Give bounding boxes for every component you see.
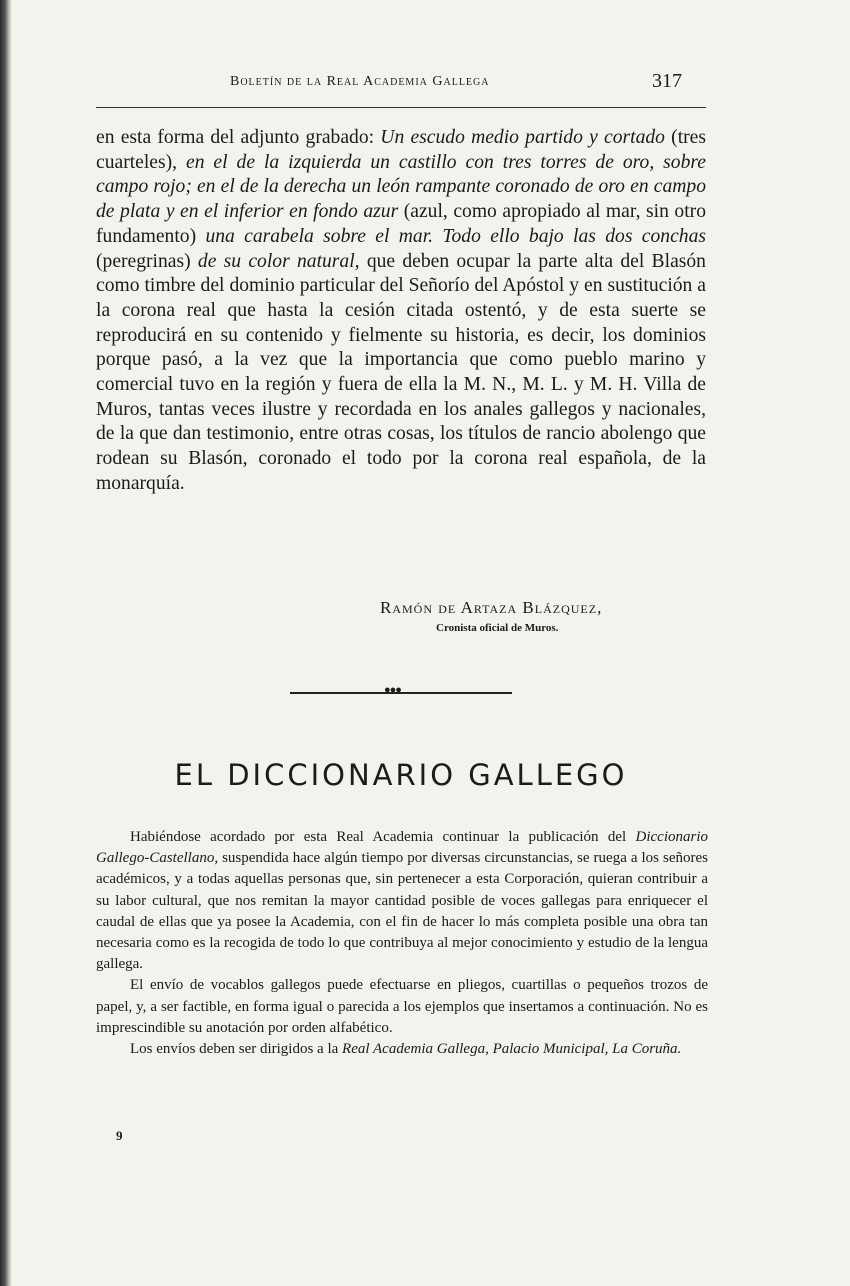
text-run: (tres cuarteles), [96,127,706,173]
folio-number: 9 [116,1128,123,1143]
running-header [230,70,682,98]
text-run: suspendida hace algún tiempo por diversas circunstancias, se ruega a los señores académicos, y a todas aquellas personas que, sin pertenecer a esta Corporación, quieran contribuir a su labor cultural, que nos remitan la mayor cantidad posible de voces gallegas para enriquecer el caudal de ellas que ya posee la Academia, con el fin de hacer lo más completa posible una obra tan necesaria como es la recogida de todo lo que contribuya al mejor conocimiento y estudio de la lengua gallega. [96,850,708,973]
italic-text: Real Academia Gallega, Palacio Municipal, La Coruña. [342,1041,682,1058]
author-signature: Ramón de Artaza Blázquez, [380,598,603,617]
italic-text: una carabela sobre el mar. Todo ello bajo las dos conchas [205,225,706,247]
article-paragraph [96,126,706,497]
page-number: 317 [652,70,682,92]
article-paragraph [96,827,708,975]
article-paragraph [96,975,708,1039]
separator-ornament: ●●● [384,684,401,696]
text-run: Habiéndose acordado por esta Real Academia continuar la publicación del [130,829,636,845]
section-title: EL DICCIONARIO GALLEGO [174,758,628,792]
section-separator [290,692,512,694]
header-title: Boletín de la Real Academia Gallega [230,74,490,89]
text-run: Los envíos deben ser dirigidos a la [130,1041,343,1058]
text-run: en esta forma del adjunto grabado: [96,127,381,148]
italic-text: Un escudo medio partido y cortado [380,127,665,148]
italic-text: de su color natural, [197,250,360,272]
author-role: Cronista oficial de Muros. [436,622,559,634]
text-run: El envío de vocablos gallegos puede efectuarse en pliegos, cuartillas o pequeños trozos de papel, y, a ser factible, en forma igual o parecida a los ejemplos que insertamos a continuación. No es imprescindible su anotación por orden alfabético. [96,977,708,1036]
binding-edge [0,0,12,1286]
text-run: que deben ocupar la parte alta del Blasón como timbre del dominio particular del Señorío del Apóstol y en sustitución a la corona real que hasta la cesión citada ostentó, y de esta suerte se reproducirá en su contenido y fielmente su historia, es decir, los dominios porque pasó, a la vez que la importancia que como pueblo marino y comercial tuvo en la región y fuera de ella la M. N., M. L. y M. H. Villa de Muros, tantas veces ilustre y recordada en los anales gallegos y nacionales, de la que dan testimonio, entre otras cosas, los títulos de rancio abolengo que rodean su Blasón, coronado el todo por la corona real española, de la monarquía. [96,250,706,494]
header-rule [96,107,706,108]
text-run: (peregrinas) [96,250,198,272]
text-run: (azul, como apropiado al mar, sin otro fundamento) [96,201,706,247]
italic-text: Diccionario Gallego-Castellano, [96,829,708,867]
article-diccionario [96,827,708,1060]
italic-text: en el de la izquierda un castillo con tres torres de oro, sobre campo rojo; en el de la derecha un león rampante coronado de oro en campo de plata y en el inferior en fondo azur [96,151,706,223]
article-paragraph [96,1039,708,1060]
article-blason [96,126,706,497]
